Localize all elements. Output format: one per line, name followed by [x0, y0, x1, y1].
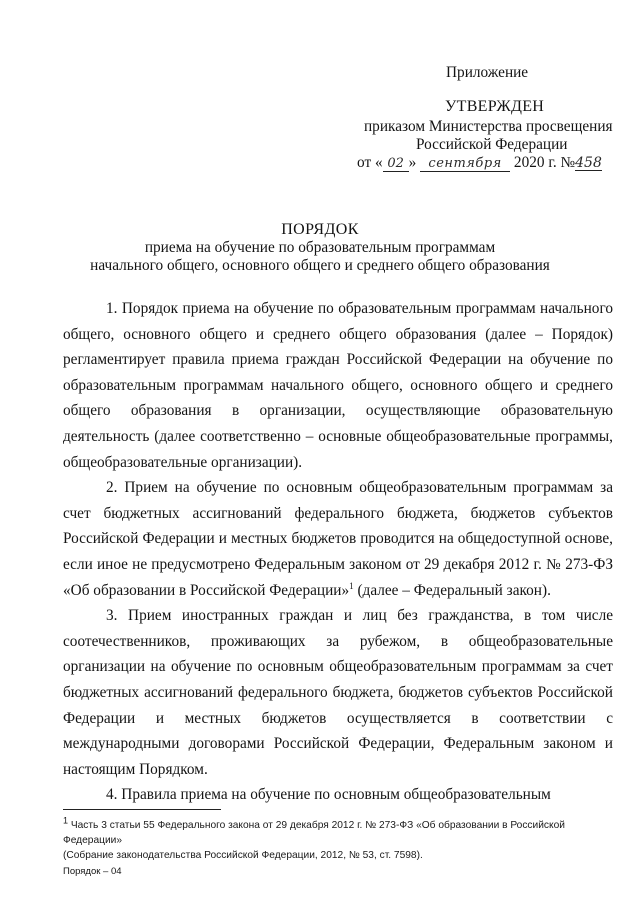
page-label: Порядок – 04 [63, 866, 122, 877]
handwritten-day: 02 [383, 157, 409, 172]
footnote-line1 [63, 815, 618, 848]
document-title: ПОРЯДОК [281, 221, 359, 238]
order-issuer-line1: приказом Министерства просвещения [364, 118, 613, 135]
date-year: 2020 г. № [513, 154, 576, 171]
paragraph-2-tail: (далее – Федеральный закон). [353, 581, 551, 599]
order-date-line [357, 154, 602, 172]
paragraph-4: 4. Правила приема на обучение по основным общеобразовательным [106, 786, 551, 804]
document-subtitle-line1: приема на обучение по образовательным программам [144, 239, 496, 256]
date-mid: » [408, 154, 417, 171]
footnote-divider [63, 809, 221, 810]
document-subtitle-line2: начального общего, основного общего и среднего общего образования [90, 257, 550, 274]
footnote-text1: Часть 3 статьи 55 Федерального закона от 29 декабря 2012 г. № 273-ФЗ «Об образовании в Российской Федерации» [63, 820, 565, 846]
paragraph-2 [63, 475, 613, 603]
handwritten-order-number: 458 [575, 155, 602, 171]
footnote-line2: (Собрание законодательства Российской Федерации, 2012, № 53, ст. 7598). [63, 850, 423, 861]
footnote [63, 815, 618, 863]
paragraph-2-text: 2. Прием на обучение по основным общеобразовательным программам за счет бюджетных ассигнований федерального бюджета, бюджетов субъектов Российской Федерации и местных бюджетов проводится на общедоступной основе, если иное не предусмотрено Федеральным законом от 29 декабря 2012 г. № 273-ФЗ «Об образовании в Российской Федерации» [63, 479, 613, 599]
footnote-ref: 1 [349, 580, 354, 591]
footnote-mark: 1 [63, 815, 69, 826]
date-prefix: от « [357, 154, 383, 171]
paragraph-1: 1. Порядок приема на обучение по образовательным программам начального общего, основного общего и среднего общего образования (далее – Порядок) регламентирует правила приема граждан Российской Федерации на обучение по образовательным программам начального общего, основного общего и среднего общего образования в организации, осуществляющие образовательную деятельность (далее соответственно – основные общеобразовательные программы, общеобразовательные организации). [63, 300, 613, 471]
appendix-label: Приложение [446, 64, 529, 81]
handwritten-month: сентября [420, 157, 510, 172]
order-issuer-line2: Российской Федерации [416, 136, 568, 153]
approved-label: УТВЕРЖДЕН [445, 98, 545, 115]
paragraph-3: 3. Прием иностранных граждан и лиц без гражданства, в том числе соотечественников, проживающих за рубежом, в общеобразовательные организации на обучение по основным общеобразовательным программам за счет бюджетных ассигнований федерального бюджета, бюджетов субъектов Российской Федерации и местных бюджетов осуществляется в соответствии с международными договорами Российской Федерации, Федеральным законом и настоящим Порядком. [63, 607, 613, 778]
document-body [63, 296, 613, 808]
